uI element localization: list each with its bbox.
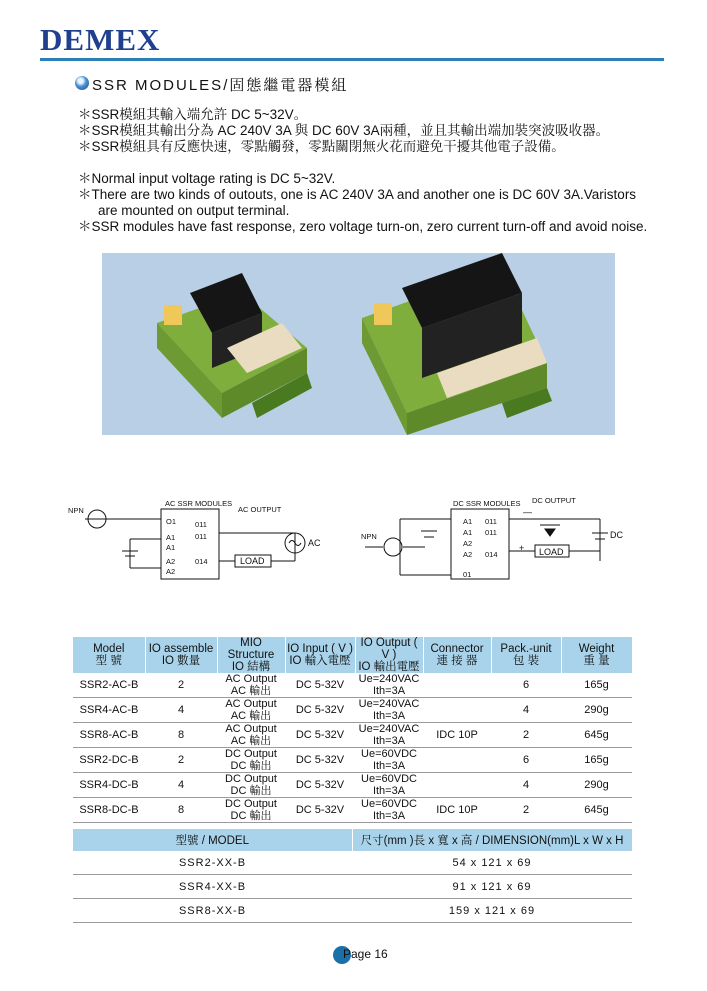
svg-text:014: 014 <box>195 557 208 566</box>
note-en-1: ＊Normal input voltage rating is DC 5~32V. <box>78 171 336 186</box>
header-rule <box>40 58 664 61</box>
note-en-2: ＊There are two kinds of outouts, one is AC 240V 3A and another one is DC 60V 3A.Varistors <box>78 187 637 202</box>
dim-header-model: 型號 / MODEL <box>73 829 352 851</box>
dc-load-label: LOAD <box>539 547 564 557</box>
svg-text:A2: A2 <box>463 550 473 559</box>
ac-diagram-labels <box>68 499 321 576</box>
svg-text:A2: A2 <box>166 557 176 566</box>
table-row: SSR4-XX-B 91 x 121 x 69 <box>73 875 632 899</box>
dc-source-label: DC <box>610 530 623 540</box>
ssr4-module-image <box>362 253 552 435</box>
header-pack-unit: Pack.-unit 包 裝 <box>491 637 561 673</box>
wiring-diagrams <box>65 495 645 590</box>
note-en-3: ＊SSR modules have fast response, zero voltage turn-on, zero current turn-off and avoid noise. <box>78 219 648 234</box>
note-zh-3: ＊SSR模組具有反應快速，零點觸發，零點關閉無火花而避免干擾其他電子設備。 <box>78 139 565 154</box>
note-zh-2: ＊SSR模組其輸出分為 AC 240V 3A 與 DC 60V 3A兩種，並且其輸出端加裝突波吸收器。 <box>78 123 610 138</box>
header-io-input: IO Input ( V ) IO 輸入電壓 <box>285 637 355 673</box>
notes-block <box>78 107 688 235</box>
svg-text:014: 014 <box>485 550 498 559</box>
header-weight: Weight 重 量 <box>561 637 632 673</box>
note-en-2-cont: are mounted on output terminal. <box>98 203 290 218</box>
svg-text:011: 011 <box>195 532 207 541</box>
header-io-assemble: IO assemble IO 數量 <box>145 637 217 673</box>
svg-text:A2: A2 <box>166 567 176 576</box>
section-bullet-icon <box>75 76 89 90</box>
svg-text:O1: O1 <box>166 517 177 526</box>
dc-npn-label: NPN <box>361 532 377 541</box>
svg-text:A2: A2 <box>463 539 473 548</box>
ac-npn-label: NPN <box>68 506 84 515</box>
svg-text:A1: A1 <box>166 543 176 552</box>
dc-minus-label: — <box>523 507 532 517</box>
table-row: SSR2-DC-B 2 DC Output DC 輸出 DC 5-32V Ue=60VDC Ith=3A 6 165g <box>73 748 632 773</box>
table-row: SSR2-XX-B 54 x 121 x 69 <box>73 851 632 875</box>
svg-text:011: 011 <box>485 517 497 526</box>
table-row: SSR4-DC-B 4 DC Output DC 輸出 DC 5-32V Ue=60VDC Ith=3A 4 290g <box>73 773 632 798</box>
svg-text:011: 011 <box>195 520 207 529</box>
table-row: SSR4-AC-B 4 AC Output AC 輸出 DC 5-32V Ue=240VAC Ith=3A 4 290g <box>73 698 632 723</box>
header-mio-structure: MIO Structure IO 結構 <box>217 637 285 673</box>
dimension-table <box>73 829 633 923</box>
svg-text:011: 011 <box>485 528 497 537</box>
spec-header-row <box>73 637 632 673</box>
ac-load-label: LOAD <box>240 556 265 566</box>
note-zh-1: ＊SSR模組其輸入端允許 DC 5~32V。 <box>78 107 308 122</box>
ac-module-label: AC SSR MODULES <box>165 499 233 508</box>
svg-text:A1: A1 <box>463 528 473 537</box>
svg-text:A1: A1 <box>166 533 176 542</box>
spec-table <box>73 637 633 823</box>
header-model: Model 型 號 <box>73 637 145 673</box>
ssr2-module-image <box>157 273 312 418</box>
ac-output-label: AC OUTPUT <box>238 505 282 514</box>
svg-text:A1: A1 <box>463 517 473 526</box>
table-row: SSR2-AC-B 2 AC Output AC 輸出 DC 5-32V Ue=240VAC Ith=3A 6 165g <box>73 673 632 698</box>
svg-text:01: 01 <box>463 570 472 579</box>
dc-output-label: DC OUTPUT <box>532 496 576 505</box>
table-row: SSR8-XX-B 159 x 121 x 69 <box>73 899 632 923</box>
dim-header-dimension: 尺寸(mm )長 x 寬 x 高 / DIMENSION(mm)L x W x H <box>352 829 632 851</box>
brand-logo: DEMEX <box>40 22 161 57</box>
page-number: Page 16 <box>343 947 388 961</box>
dc-module-label: DC SSR MODULES <box>453 499 521 508</box>
product-photo <box>102 253 615 435</box>
section-title: SSR MODULES/固態繼電器模組 <box>92 77 349 94</box>
header-connector: Connector 連 接 器 <box>423 637 491 673</box>
ac-source-label: AC <box>308 538 321 548</box>
dim-header-row <box>73 829 632 851</box>
dc-plus-label: + <box>519 543 525 553</box>
header-io-output: IO Output ( V ) IO 輸出電壓 <box>355 637 423 673</box>
table-row: SSR8-DC-B 8 DC Output DC 輸出 DC 5-32V Ue=60VDC Ith=3A IDC 10P 2 645g <box>73 798 632 823</box>
table-row: SSR8-AC-B 8 AC Output AC 輸出 DC 5-32V Ue=240VAC Ith=3A IDC 10P 2 645g <box>73 723 632 748</box>
